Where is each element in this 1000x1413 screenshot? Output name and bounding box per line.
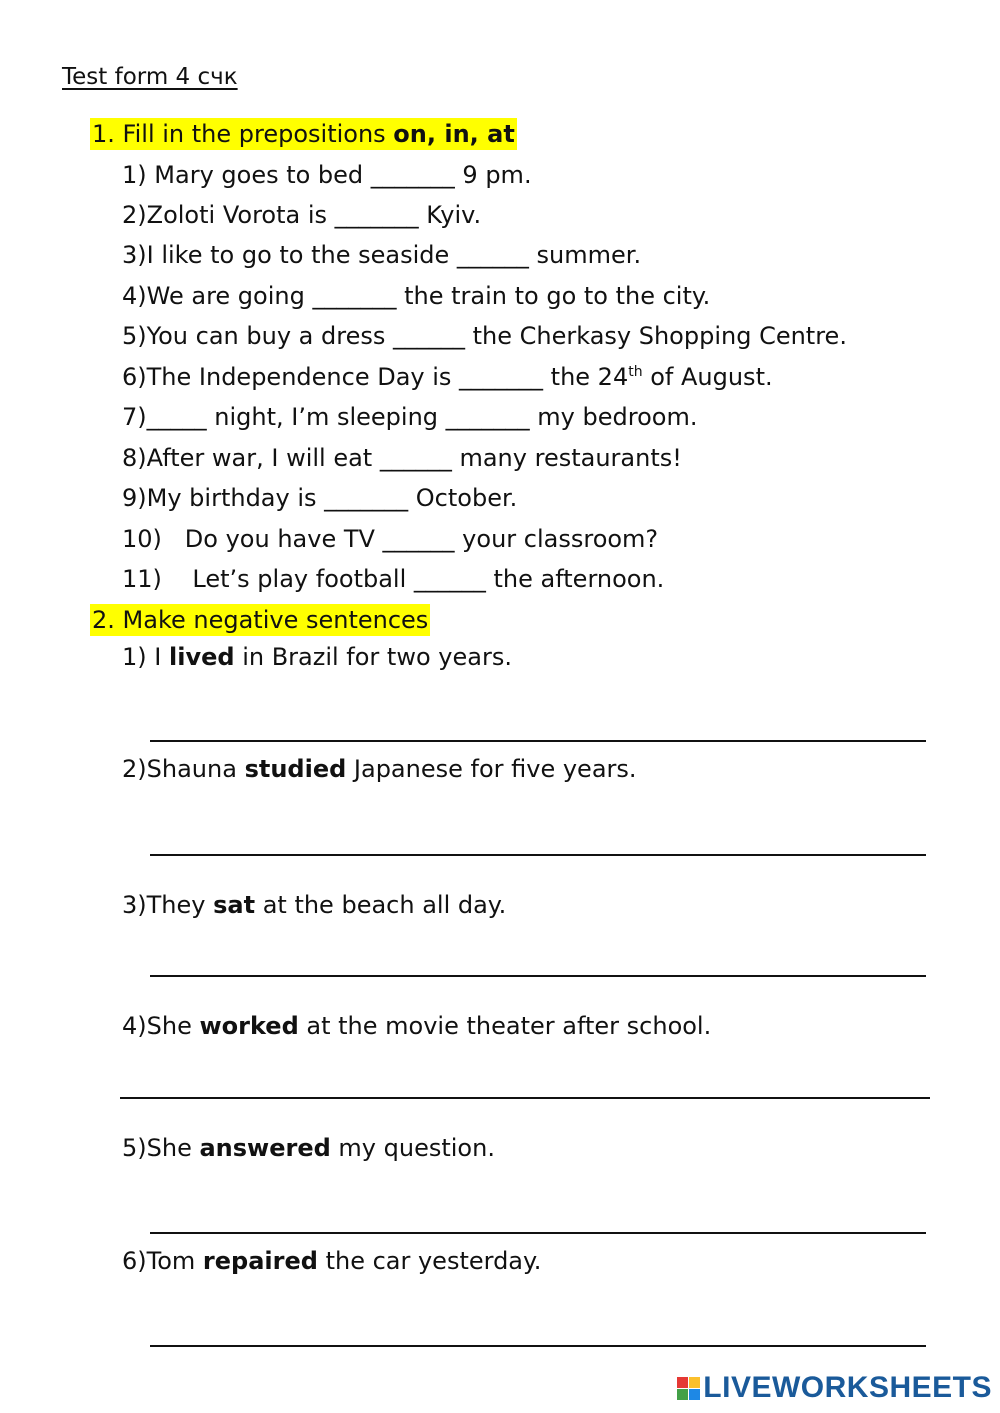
section1-number: 1. [92, 120, 115, 148]
blank-input[interactable]: _______ [459, 363, 544, 391]
answer-line[interactable] [150, 975, 926, 977]
blank-input[interactable]: ______ [379, 444, 452, 472]
answer-line[interactable] [150, 1345, 926, 1347]
s1-item-10: 10) Do you have TV ______ your classroom? [122, 525, 659, 553]
logo-icon [677, 1377, 700, 1400]
answer-line[interactable] [150, 854, 926, 856]
s1-item-1: 1) Mary goes to bed _______ 9 pm. [122, 161, 532, 189]
s2-item-4: 4)She worked at the movie theater after school. [122, 1012, 712, 1040]
s1-item-4: 4)We are going _______ the train to go to the city. [122, 282, 711, 310]
s2-item-2: 2)Shauna studied Japanese for five years. [122, 755, 637, 783]
s1-item-7: 7)_____ night, I’m sleeping _______ my bedroom. [122, 403, 698, 431]
section1-heading-prepositions: on, in, at [393, 120, 515, 148]
blank-input[interactable]: ______ [456, 241, 529, 269]
worksheet-title: Test form 4 счк [62, 64, 238, 90]
answer-line[interactable] [150, 740, 926, 742]
s1-item-3: 3)I like to go to the seaside ______ summer. [122, 241, 642, 269]
blank-input[interactable]: ______ [392, 322, 465, 350]
s1-item-2: 2)Zoloti Vorota is _______ Kyiv. [122, 201, 482, 229]
liveworksheets-logo[interactable] [677, 1371, 992, 1405]
s1-item-9: 9)My birthday is _______ October. [122, 484, 518, 512]
section1-heading-text: Fill in the prepositions [122, 120, 394, 148]
blank-input[interactable]: _____ [146, 403, 207, 431]
blank-input[interactable]: _______ [370, 161, 455, 189]
s1-item-5: 5)You can buy a dress ______ the Cherkasy Shopping Centre. [122, 322, 847, 350]
s1-item-11: 11) Let’s play football ______ the afternoon. [122, 565, 665, 593]
blank-input[interactable]: _______ [312, 282, 397, 310]
answer-line[interactable] [120, 1097, 930, 1099]
blank-input[interactable]: _______ [334, 201, 419, 229]
blank-input[interactable]: _______ [445, 403, 530, 431]
s2-item-6: 6)Tom repaired the car yesterday. [122, 1247, 542, 1275]
blank-input[interactable]: _______ [324, 484, 409, 512]
blank-input[interactable]: ______ [382, 525, 455, 553]
s2-item-5: 5)She answered my question. [122, 1134, 495, 1162]
s1-item-8: 8)After war, I will eat ______ many restaurants! [122, 444, 682, 472]
s2-item-1: 1) I lived in Brazil for two years. [122, 643, 512, 671]
section1-heading [90, 118, 517, 150]
blank-input[interactable]: ______ [413, 565, 486, 593]
s1-item-6: 6)The Independence Day is _______ the 24th of August. [122, 363, 773, 391]
answer-line[interactable] [150, 1232, 926, 1234]
s2-item-3: 3)They sat at the beach all day. [122, 891, 507, 919]
logo-text: LIVEWORKSHEETS [703, 1371, 992, 1404]
section2-heading: 2. Make negative sentences [92, 606, 429, 634]
